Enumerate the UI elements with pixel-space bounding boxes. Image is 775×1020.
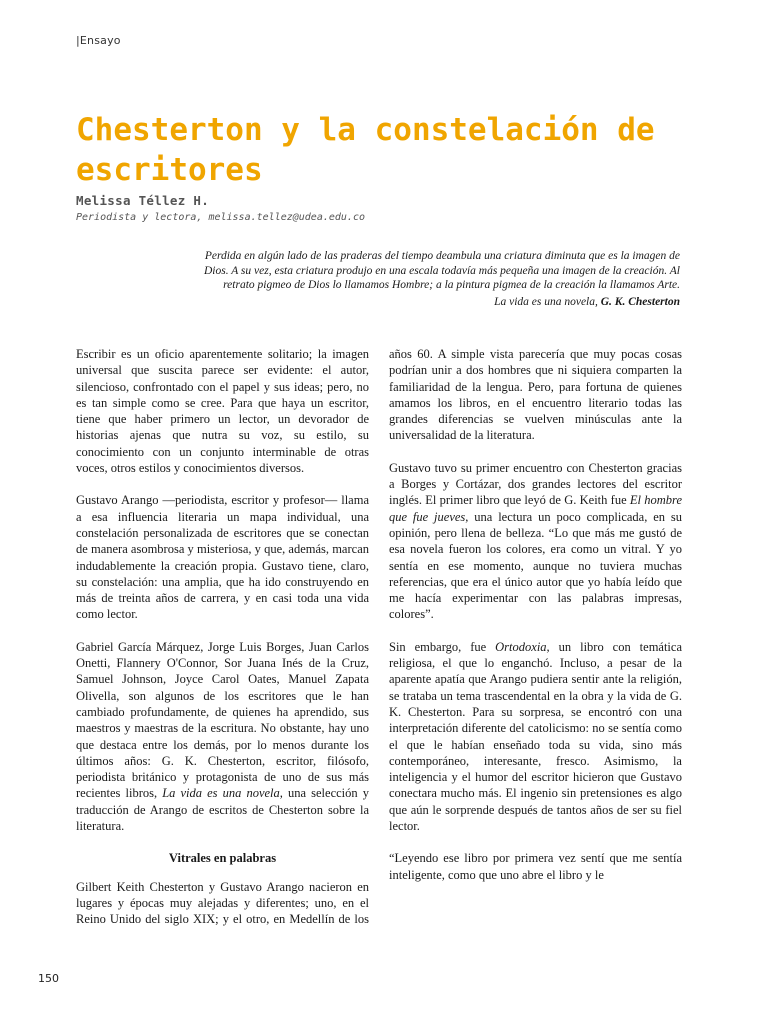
paragraph-5-book-title: El hombre que fue jueves [389, 493, 682, 524]
paragraph-3-text-b: una selección y traducción de Arango de escritos de Chesterton sobre la literatura. [76, 786, 369, 834]
left-column [76, 346, 369, 944]
page-number: 150 [38, 972, 59, 985]
section-label: |Ensayo [76, 34, 121, 47]
epigraph-source-author: G. K. Chesterton [600, 295, 680, 308]
paragraph-3-text-a: Gabriel García Márquez, Jorge Luis Borges, Juan Carlos Onetti, Flannery O'Connor, Sor Juana Inés de la Cruz, Samuel Johnson, Joyce Carol Oates, Manuel Zapata Olivella, son algunos de los escritores que le han cambiado profundamente, de quienes ha aprendido, sus maestros y maestras de la escritura. No obstante, hay uno que destaca entre los demás, por lo menos durante los últimos años: G. K. Chesterton, escritor, filósofo, periodista británico y protagonista de uno de sus más recientes libros, [76, 639, 369, 801]
epigraph-text: Perdida en algún lado de las praderas del tiempo deambula una criatura diminuta que es la imagen de Dios. A su vez, esta criatura produjo en una escala todavía más pequeña una imagen de la creación. Al retrato pigmeo de Dios lo llamamos Hombre; a la pintura pigmea de la creación la llamamos Arte. [203, 250, 680, 291]
author-affiliation: Periodista y lectora, melissa.tellez@udea.edu.co [76, 212, 365, 223]
paragraph-3 [76, 639, 369, 835]
paragraph-6-text-a: Sin embargo, fue [389, 639, 487, 654]
article-title: Chesterton y la constelación de escritores [76, 112, 655, 188]
paragraph-6-book-title: Ortodoxia, [495, 639, 550, 654]
author-name: Melissa Téllez H. [76, 193, 210, 208]
right-column [389, 346, 682, 899]
paragraph-5-text-b: , una lectura un poco complicada, en su opinión, pero llena de belleza. “Lo que más me gustó de esa novela fueron los colores, era como un vitral. Y yo sentía en ese momento, aunque no tuviera muchas referencias, que era el único autor que yo había leído que me hacía experimentar con las palabras impresas, colores”. [389, 509, 682, 622]
paragraph-6 [389, 639, 682, 835]
paragraph-5-text-a: Gustavo tuvo su primer encuentro con Chesterton gracias a Borges y Cortázar, dos grandes lectores del escritor inglés. El primer libro que leyó de G. Keith fue [389, 460, 682, 508]
paragraph-4: Gilbert Keith Chesterton y Gustavo Arango nacieron en lugares y épocas muy alejadas y diferentes; uno, en el Reino Unido del siglo XIX; y el otro, en Medellín de los [76, 879, 369, 927]
paragraph-2: Gustavo Arango —periodista, escritor y profesor— llama a esa influencia literaria un mapa individual, una constelación personalizada de escritores que se conectan de manera asombrosa y misteriosa, y que, además, marcan indudablemente la creación propia. Gustavo tiene, claro, su constelación: una amplia, que ha ido construyendo en más de treinta años de carrera, y en casi toda una vida como lector. [76, 493, 369, 622]
subheading: Vitrales en palabras [168, 851, 277, 866]
paragraph-3-book-title: La vida es una novela, [162, 786, 283, 801]
paragraph-1: Escribir es un oficio aparentemente solitario; la imagen universal que suscita parece ser evidente: el autor, silencioso, confrontado con el papel y sus ideas; pero, no es tan simple como se cree. Para que haya un escritor, tiene que haber primero un lector, un devorador de historias ajenas que nutra su voz, su estilo, su conocimiento con un conjunto interminable de otras voces, otros estilos y conocimientos diversos. [76, 347, 369, 476]
epigraph-source [200, 295, 680, 310]
epigraph [200, 249, 680, 309]
paragraph-5 [389, 460, 682, 623]
paragraph-6-text-b: un libro con temática religiosa, el que lo enganchó. Incluso, a pesar de la aparente apatía que Arango pudiera sentir ante la religión, se trataba un tema trascendental en la obra y la vida de G. K. Chesterton. Para su sorpresa, se encontró con una interpretación diferente del catolicismo: no se sentía como el que le habían enseñado toda su vida, sino más contemporáneo, interesante, fresco. Asimismo, la inteligencia y el humor del escritor hicieron que Gustavo conectara mucho más. El ingenio sin pretensiones es algo que aún le sorprende después de tantos años de ser su fiel lector. [389, 639, 683, 834]
paragraph-4-continued: años 60. A simple vista parecería que muy pocas cosas podrían unir a dos hombres que ni siquiera comparten la familiaridad de la lengua. Pero, para fortuna de quienes amamos los libros, en el encuentro literario todas las grandes diferencias se vuelven minúsculas ante la universalidad de la literatura. [389, 347, 682, 443]
paragraph-7: “Leyendo ese libro por primera vez sentí que me sentía inteligente, como que uno abre el libro y le [389, 851, 682, 882]
epigraph-source-book: La vida es una novela, [494, 295, 598, 308]
